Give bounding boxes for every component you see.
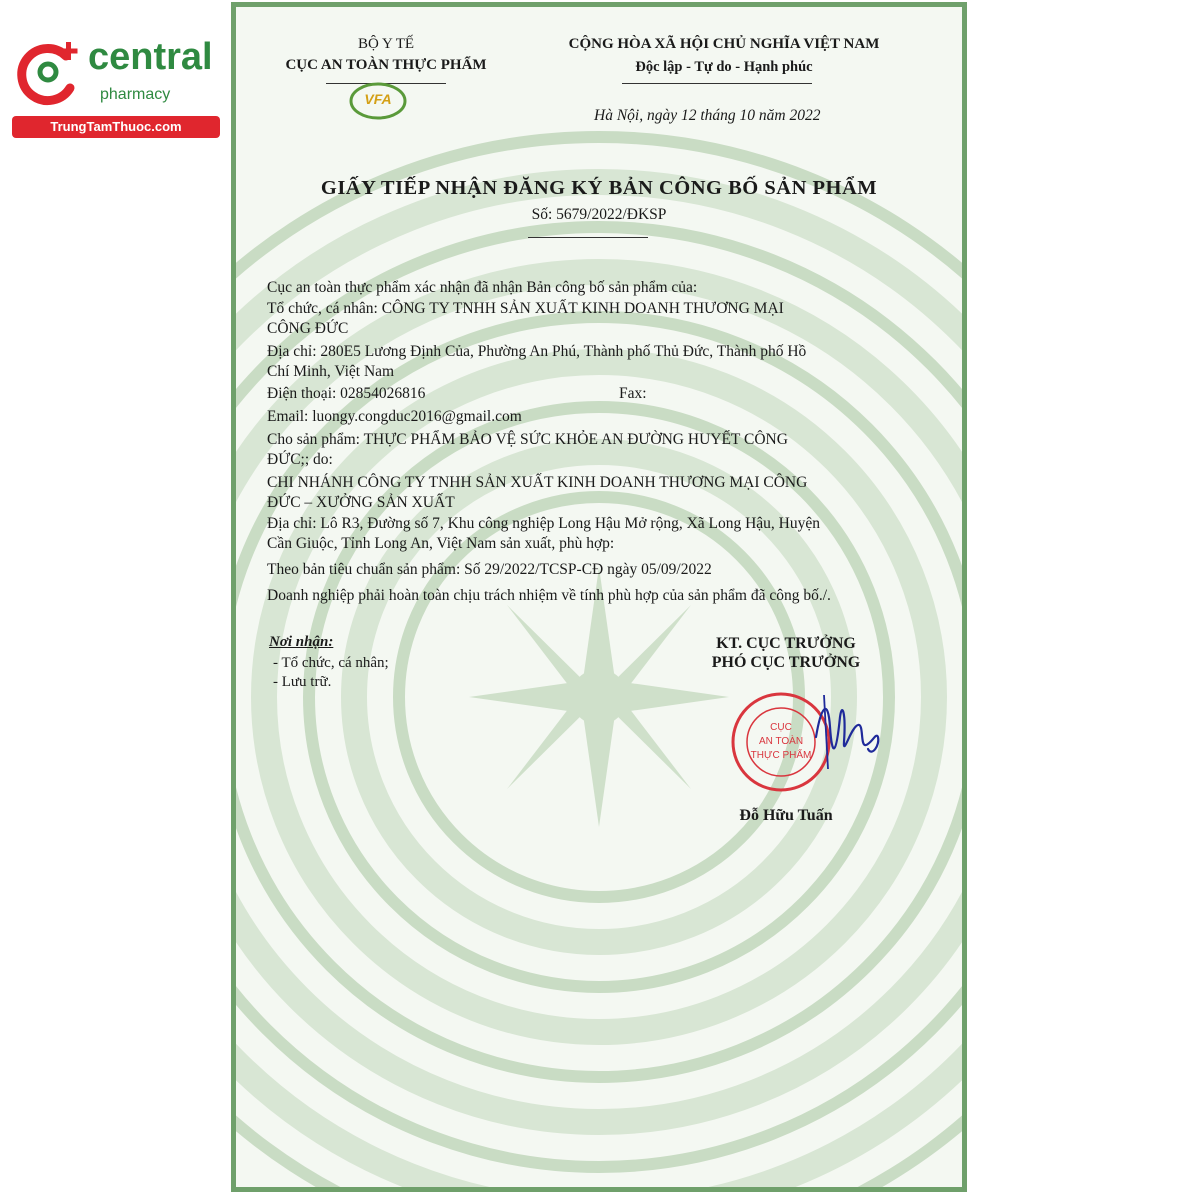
vfa-emblem-icon <box>348 81 408 121</box>
motto-underline <box>622 83 812 84</box>
body-line-organization-cont: CÔNG ĐỨC <box>267 320 349 337</box>
body-line-product: Cho sản phẩm: THỰC PHẨM BẢO VỆ SỨC KHỎE AN ĐƯỜNG HUYẾT CÔNG <box>267 431 788 448</box>
body-line-factory-address-cont: Cần Giuộc, Tỉnh Long An, Việt Nam sản xuất, phù hợp: <box>267 535 615 552</box>
handwritten-signature-icon <box>806 687 896 777</box>
body-line-organization: Tổ chức, cá nhân: CÔNG TY TNHH SẢN XUẤT KINH DOANH THƯƠNG MẠI <box>267 300 784 317</box>
certificate-document <box>231 2 967 1192</box>
logo-subtitle: pharmacy <box>100 86 171 103</box>
logo-url: TrungTamThuoc.com <box>12 116 220 138</box>
central-pharmacy-logo <box>10 36 225 136</box>
body-line-address-cont: Chí Minh, Việt Nam <box>267 363 395 380</box>
country-name: CỘNG HÒA XÃ HỘI CHỦ NGHĨA VIỆT NAM <box>568 36 880 52</box>
body-line-address: Địa chỉ: 280E5 Lương Định Của, Phường An Phú, Thành phố Thủ Đức, Thành phố Hồ <box>267 343 807 360</box>
body-line-product-cont: ĐỨC;; do: <box>267 451 333 468</box>
logo-name: central <box>88 36 213 78</box>
body-line-email: Email: luongy.congduc2016@gmail.com <box>267 408 522 425</box>
signer-role-2: PHÓ CỤC TRƯỞNG <box>711 654 861 671</box>
vfa-emblem-text: VFA <box>364 91 392 107</box>
agency-name: CỤC AN TOÀN THỰC PHẨM <box>285 57 487 73</box>
signer-role-1: KT. CỤC TRƯỞNG <box>716 635 856 652</box>
number-underline <box>528 237 648 238</box>
body-line-manufacturer-cont: ĐỨC – XƯỞNG SẢN XUẤT <box>267 494 455 511</box>
body-line-factory-address: Địa chỉ: Lô R3, Đường số 7, Khu công nghiệp Long Hậu Mở rộng, Xã Long Hậu, Huyện <box>267 515 821 532</box>
svg-text:CỤC: CỤC <box>770 722 792 733</box>
body-line-fax: Fax: <box>619 385 647 402</box>
svg-text:THỰC PHẨM: THỰC PHẨM <box>750 750 812 761</box>
body-line-intro: Cục an toàn thực phẩm xác nhận đã nhận Bản công bố sản phẩm của: <box>267 279 698 296</box>
body-line-phone: Điện thoại: 02854026816 <box>267 385 426 402</box>
document-number: Số: 5679/2022/ĐKSP <box>531 206 667 223</box>
ministry-name: BỘ Y TẾ <box>357 36 415 52</box>
document-title: GIẤY TIẾP NHẬN ĐĂNG KÝ BẢN CÔNG BỐ SẢN PHẨM <box>320 177 878 199</box>
recipient-item: - Tổ chức, cá nhân; <box>273 655 389 671</box>
recipient-item: - Lưu trữ. <box>273 674 332 690</box>
body-line-manufacturer: CHI NHÁNH CÔNG TY TNHH SẢN XUẤT KINH DOANH THƯƠNG MẠI CÔNG <box>267 474 808 491</box>
central-logo-icon <box>10 36 90 116</box>
svg-text:AN TOÀN: AN TOÀN <box>758 736 804 747</box>
national-motto: Độc lập - Tự do - Hạnh phúc <box>635 59 813 75</box>
issue-date: Hà Nội, ngày 12 tháng 10 năm 2022 <box>594 107 821 124</box>
body-line-responsibility: Doanh nghiệp phải hoàn toàn chịu trách nhiệm về tính phù hợp của sản phẩm đã công bố./. <box>267 587 831 604</box>
recipients-label: Nơi nhận: <box>269 634 334 650</box>
body-line-standard: Theo bản tiêu chuẩn sản phẩm: Số 29/2022/TCSP-CĐ ngày 05/09/2022 <box>267 561 712 578</box>
signer-name: Đỗ Hữu Tuấn <box>739 807 833 824</box>
